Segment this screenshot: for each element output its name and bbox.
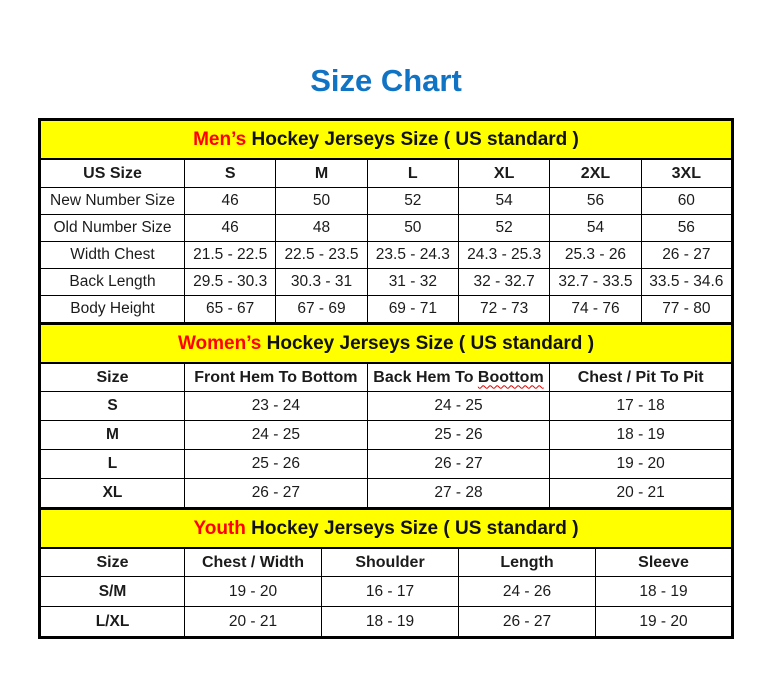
column-header: Front Hem To Bottom (185, 363, 368, 392)
value-cell: 72 - 73 (458, 296, 549, 324)
column-header: Length (459, 548, 596, 577)
table-row (40, 215, 733, 242)
value-cell: 56 (641, 215, 732, 242)
table-row (40, 421, 733, 450)
row-label: L/XL (40, 607, 185, 638)
column-header (367, 363, 550, 392)
row-label: Old Number Size (40, 215, 185, 242)
row-label: L (40, 450, 185, 479)
table-row (40, 392, 733, 421)
table-row (40, 188, 733, 215)
table-row (40, 607, 733, 638)
misspelled-word: Boottom (477, 368, 544, 386)
value-cell: 33.5 - 34.6 (641, 269, 732, 296)
section-title-rest: Hockey Jerseys Size ( US standard ) (261, 332, 595, 354)
value-cell: 54 (458, 188, 549, 215)
value-cell: 77 - 80 (641, 296, 732, 324)
value-cell: 27 - 28 (367, 479, 550, 509)
value-cell: 50 (276, 188, 367, 215)
table-row (40, 577, 733, 607)
value-cell: 52 (367, 188, 458, 215)
value-cell: 32 - 32.7 (458, 269, 549, 296)
column-header: S (185, 159, 276, 188)
value-cell: 18 - 19 (550, 421, 733, 450)
value-cell: 24.3 - 25.3 (458, 242, 549, 269)
value-cell: 26 - 27 (459, 607, 596, 638)
value-cell: 26 - 27 (367, 450, 550, 479)
size-table-youth (38, 507, 734, 639)
column-header: 3XL (641, 159, 732, 188)
table-row (40, 242, 733, 269)
column-header: Chest / Pit To Pit (550, 363, 733, 392)
table-row (40, 479, 733, 509)
row-label: XL (40, 479, 185, 509)
section-title-highlight: Men’s (193, 128, 247, 150)
value-cell: 46 (185, 215, 276, 242)
column-header: Shoulder (322, 548, 459, 577)
row-label: Back Length (40, 269, 185, 296)
value-cell: 19 - 20 (185, 577, 322, 607)
value-cell: 65 - 67 (185, 296, 276, 324)
value-cell: 29.5 - 30.3 (185, 269, 276, 296)
column-header: 2XL (550, 159, 641, 188)
row-label: S/M (40, 577, 185, 607)
value-cell: 50 (367, 215, 458, 242)
table-row (40, 269, 733, 296)
section-title-womens (40, 324, 733, 364)
value-cell: 20 - 21 (550, 479, 733, 509)
value-cell: 26 - 27 (185, 479, 368, 509)
column-header: US Size (40, 159, 185, 188)
section-title-mens (40, 120, 733, 160)
section-title-highlight: Women’s (177, 332, 262, 354)
value-cell: 18 - 19 (322, 607, 459, 638)
column-header: Size (40, 363, 185, 392)
size-table-womens (38, 322, 734, 510)
value-cell: 18 - 19 (596, 577, 733, 607)
column-header: Chest / Width (185, 548, 322, 577)
value-cell: 25 - 26 (367, 421, 550, 450)
column-header: L (367, 159, 458, 188)
section-title-youth (40, 509, 733, 549)
table-row (40, 450, 733, 479)
value-cell: 74 - 76 (550, 296, 641, 324)
row-label: M (40, 421, 185, 450)
value-cell: 24 - 26 (459, 577, 596, 607)
value-cell: 23 - 24 (185, 392, 368, 421)
value-cell: 48 (276, 215, 367, 242)
value-cell: 46 (185, 188, 276, 215)
section-title-rest: Hockey Jerseys Size ( US standard ) (246, 128, 579, 150)
column-header-row (40, 548, 733, 577)
row-label: S (40, 392, 185, 421)
value-cell: 31 - 32 (367, 269, 458, 296)
value-cell: 19 - 20 (596, 607, 733, 638)
value-cell: 24 - 25 (185, 421, 368, 450)
section-title-rest: Hockey Jerseys Size ( US standard ) (245, 517, 579, 539)
value-cell: 25.3 - 26 (550, 242, 641, 269)
value-cell: 16 - 17 (322, 577, 459, 607)
row-label: New Number Size (40, 188, 185, 215)
value-cell: 60 (641, 188, 732, 215)
section-title-highlight: Youth (193, 517, 246, 539)
section-band-womens (40, 324, 733, 364)
value-cell: 67 - 69 (276, 296, 367, 324)
value-cell: 17 - 18 (550, 392, 733, 421)
column-header-row (40, 159, 733, 188)
section-band-mens (40, 120, 733, 160)
value-cell: 24 - 25 (367, 392, 550, 421)
column-header: M (276, 159, 367, 188)
row-label: Body Height (40, 296, 185, 324)
column-header: XL (458, 159, 549, 188)
value-cell: 52 (458, 215, 549, 242)
page-title: Size Chart (310, 63, 462, 98)
table-row (40, 296, 733, 324)
value-cell: 26 - 27 (641, 242, 732, 269)
section-band-youth (40, 509, 733, 549)
value-cell: 22.5 - 23.5 (276, 242, 367, 269)
value-cell: 20 - 21 (185, 607, 322, 638)
row-label: Width Chest (40, 242, 185, 269)
column-header: Sleeve (596, 548, 733, 577)
value-cell: 21.5 - 22.5 (185, 242, 276, 269)
value-cell: 32.7 - 33.5 (550, 269, 641, 296)
value-cell: 30.3 - 31 (276, 269, 367, 296)
value-cell: 54 (550, 215, 641, 242)
size-table-mens (38, 118, 734, 325)
value-cell: 25 - 26 (185, 450, 368, 479)
column-header: Size (40, 548, 185, 577)
value-cell: 23.5 - 24.3 (367, 242, 458, 269)
value-cell: 69 - 71 (367, 296, 458, 324)
column-header-row (40, 363, 733, 392)
column-header-text: Back Hem To (373, 368, 478, 386)
value-cell: 19 - 20 (550, 450, 733, 479)
size-chart-tables (0, 118, 776, 639)
value-cell: 56 (550, 188, 641, 215)
